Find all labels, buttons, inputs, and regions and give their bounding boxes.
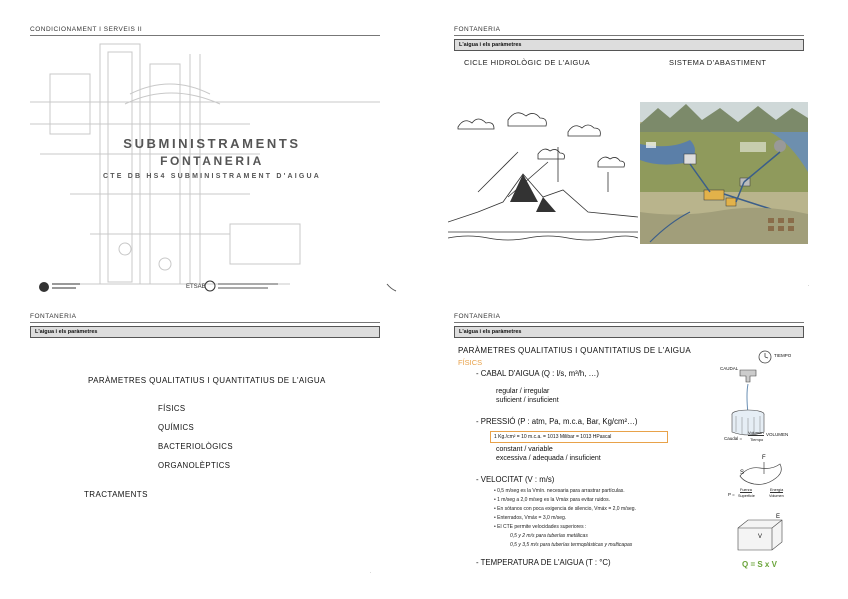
slide-title: PARÀMETRES QUALITATIUS I QUANTITATIUS DE L'AIGUA (458, 346, 691, 355)
header-divider (30, 322, 380, 323)
water-supply-illustration (640, 102, 808, 244)
slide-physical-parameters (424, 300, 848, 599)
energy-label: E (776, 514, 781, 520)
velocity-bullet: • 1 m/seg a 2,0 m/seg es la Vmáx para evitar ruidos. (494, 497, 610, 503)
velocity-bullet: • 0,5 m/seg es la Vmín. necesaria para arrastrar partículas. (494, 488, 625, 494)
page-number: · (370, 570, 372, 575)
slide-water-cycle (424, 0, 848, 299)
slide-header: CONDICIONAMENT I SERVEIS II (30, 26, 143, 33)
clock-icon (758, 350, 772, 364)
pressure-equivalence-box: 1 Kg./cm² = 10 m.c.a. = 1013 Milibar = 1013 HPascal (490, 431, 668, 443)
flow-formula-denominator: Tiempo (750, 437, 764, 442)
flow-option: regular / irregular (496, 388, 550, 395)
hydrologic-cycle-illustration (448, 102, 638, 246)
pressure-heading: - PRESSIÓ (P : atm, Pa, m.c.a, Bar, Kg/cm²…) (476, 417, 638, 426)
slide-title (0, 0, 424, 299)
supply-system-title: SISTEMA D'ABASTIMENT (669, 58, 767, 67)
flow-formula-label: Caudal = (724, 436, 743, 441)
page-number: · (808, 283, 810, 288)
parameter-item: QUÍMICS (158, 423, 195, 432)
velocity-bullet: 0,5 y 2 m/s para tuberías metálicas (510, 533, 588, 539)
header-divider (454, 322, 804, 323)
pressure-formula-label: P = (728, 492, 735, 497)
section-bar: L'aigua i els paràmetres (454, 39, 804, 51)
pressure-option: excessiva / adequada / insuficient (496, 455, 601, 462)
volume-cube-label: V (758, 534, 763, 540)
flow-velocity-formula: Q = S x V (742, 560, 777, 569)
presentation-subtitle-2: CTE DB HS4 SUBMINISTRAMENT D'AIGUA (102, 173, 322, 180)
force-label: F (762, 455, 766, 461)
parameter-item: BACTERIOLÒGICS (158, 442, 233, 451)
school-emblem (204, 280, 284, 292)
velocity-bullet: 0,5 y 3,5 m/s para tuberías termoplásticas y multicapas (510, 542, 633, 548)
surface-label: S (740, 470, 745, 476)
presentation-subtitle: FONTANERIA (160, 154, 264, 168)
flow-label: CAUDAL (720, 366, 739, 371)
pressure-formula-volume: Volumen (769, 494, 784, 498)
slide-header: FONTANERIA (454, 26, 501, 33)
hydrologic-cycle-title: CICLE HIDROLÒGIC DE L'AIGUA (464, 58, 591, 67)
velocity-heading: - VELOCITAT (V : m/s) (476, 475, 555, 484)
corner-mark (386, 283, 398, 294)
parameter-item: ORGANOLÈPTICS (158, 461, 231, 470)
pressure-option: constant / variable (496, 446, 553, 453)
volume-label: VOLUMEN (766, 432, 789, 437)
parameters-heading: PARÀMETRES QUALITATIUS I QUANTITATIUS DE L'AIGUA (88, 376, 326, 385)
university-logo (38, 281, 82, 293)
velocity-bullet: • Enterrados, Vmáx = 3,0 m/seg. (494, 515, 567, 521)
section-bar: L'aigua i els paràmetres (30, 326, 380, 338)
school-logo: ETSAB (186, 284, 206, 290)
flow-heading: - CABAL D'AIGUA (Q : l/s, m³/h, …) (476, 369, 599, 378)
velocity-bullet: • En sótanos con poca exigencia de silencio, Vmáx = 2,0 m/seg. (494, 506, 636, 512)
slide-header: FONTANERIA (454, 313, 501, 320)
section-bar: L'aigua i els paràmetres (454, 326, 804, 338)
pressure-formula-force: Fuerza (740, 488, 752, 492)
parameter-item: FÍSICS (158, 404, 186, 413)
slide-parameters-list (0, 300, 424, 599)
tap-and-container-figure (724, 368, 784, 438)
slide-header: FONTANERIA (30, 313, 77, 320)
temperature-heading: - TEMPERATURA DE L'AIGUA (T : °C) (476, 558, 611, 567)
flow-option: suficient / insuficient (496, 397, 559, 404)
header-divider (454, 35, 804, 36)
pressure-formula-surface: Superficie (738, 494, 755, 498)
pressure-formula-energy: Energía (770, 488, 784, 492)
flow-formula-numerator: Volumen (748, 430, 764, 435)
section-physical: FÍSICS (458, 358, 483, 367)
velocity-bullet: • El CTE permite velocidades superiores : (494, 524, 587, 530)
treatments-heading: TRACTAMENTS (84, 490, 148, 499)
presentation-title: SUBMINISTRAMENTS (123, 136, 301, 151)
time-label: TIEMPO (774, 353, 792, 358)
